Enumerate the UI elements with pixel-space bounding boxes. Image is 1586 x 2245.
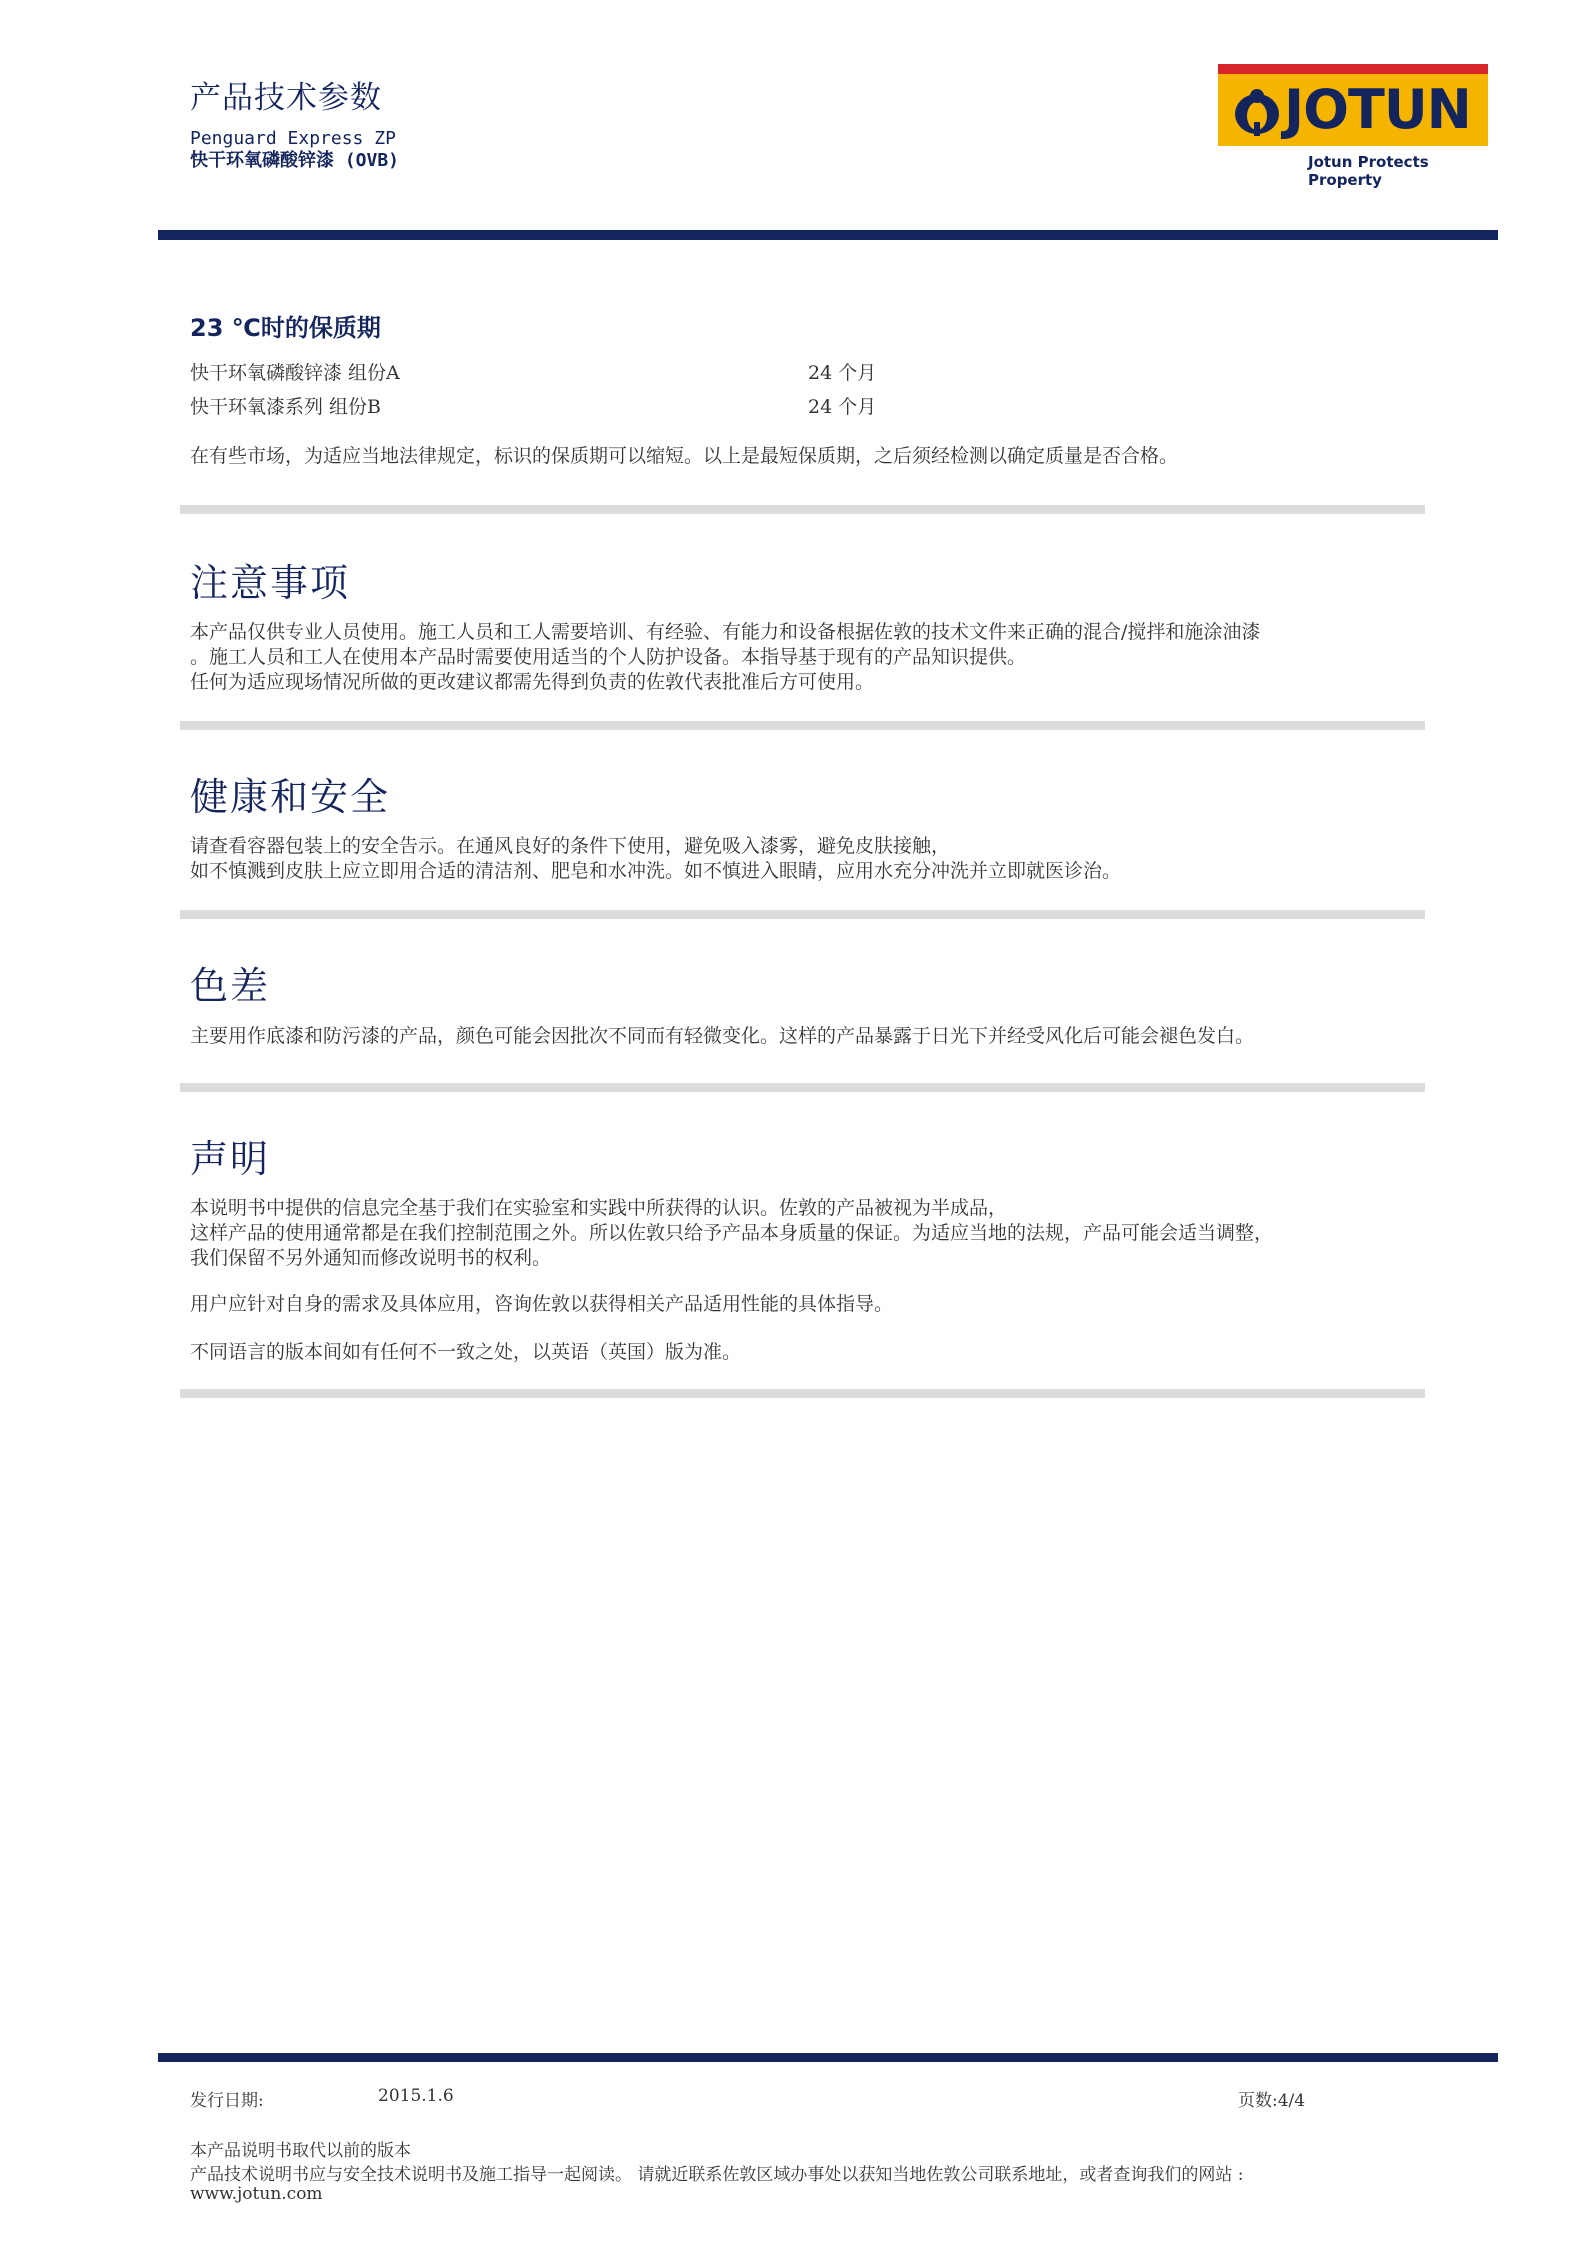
caution-line: 本产品仅供专业人员使用。施工人员和工人需要培训、有经验、有能力和设备根据佐敦的技术文件来正确的混合/搅拌和施涂油漆 [190,621,1261,643]
health-line: 如不慎溅到皮肤上应立即用合适的清洁剂、肥皂和水冲洗。如不慎进入眼睛，应用水充分冲洗并立即就医诊治。 [190,860,1122,882]
logo-tagline: Jotun Protects Property [1308,153,1429,189]
header-rule [158,230,1498,240]
caution-line: 。施工人员和工人在使用本产品时需要使用适当的个人防护设备。本指导基于现有的产品知识提供。 [190,646,1027,668]
shelf-life-row-a-value: 24 个月 [808,362,877,384]
shelf-life-title: 23 ℃时的保质期 [190,314,381,342]
section-divider [180,910,1425,919]
disclaimer-text [190,1196,1420,1271]
jotun-logo [1218,64,1488,189]
color-text [190,1024,1420,1049]
disclaimer-line: 我们保留不另外通知而修改说明书的权利。 [190,1247,552,1269]
disclaimer-para-3: 不同语言的版本间如有任何不一致之处，以英语（英国）版为准。 [190,1341,742,1363]
document-title: 产品技术参数 [190,80,382,116]
health-line: 请查看容器包装上的安全告示。在通风良好的条件下使用，避免吸入漆雾，避免皮肤接触， [190,835,951,857]
product-name: Penguard Express ZP [190,128,396,149]
caution-text [190,620,1420,695]
health-text [190,834,1420,884]
logo-wordmark: JOTUN [1284,78,1471,141]
color-line: 主要用作底漆和防污漆的产品，颜色可能会因批次不同而有轻微变化。这样的产品暴露于日光下并经受风化后可能会褪色发白。 [190,1025,1255,1047]
shelf-life-row-a-label: 快干环氧磷酸锌漆 组份A [190,362,400,384]
disclaimer-title: 声明 [190,1137,271,1181]
logo-red-band [1218,64,1488,74]
caution-line: 任何为适应现场情况所做的更改建议都需先得到负责的佐敦代表批准后方可使用。 [190,671,875,693]
footer-line-1: 本产品说明书取代以前的版本 [190,2141,411,2161]
issue-date: 2015.1.6 [378,2086,454,2106]
disclaimer-line: 本说明书中提供的信息完全基于我们在实验室和实践中所获得的认识。佐敦的产品被视为半成品， [190,1197,1008,1219]
section-divider [180,1389,1425,1398]
footer-line-2: 产品技术说明书应与安全技术说明书及施工指导一起阅读。 请就近联系佐敦区域办事处以获知当地佐敦公司联系地址，或者查询我们的网站 : [190,2165,1244,2185]
section-divider [180,721,1425,730]
shelf-life-row-b-value: 24 个月 [808,396,877,418]
caution-title: 注意事项 [190,561,351,605]
shelf-life-note: 在有些市场，为适应当地法律规定，标识的保质期可以缩短。以上是最短保质期，之后须经检测以确定质量是否合格。 [190,445,1179,467]
section-divider [180,505,1425,514]
footer-rule [158,2053,1498,2062]
section-divider [180,1083,1425,1092]
website-link[interactable]: www.jotun.com [190,2184,323,2204]
health-title: 健康和安全 [190,775,391,819]
shelf-life-row-b-label: 快干环氧漆系列 组份B [190,396,382,418]
color-title: 色差 [190,964,271,1008]
page-number: 页数:4/4 [1238,2091,1306,2111]
product-subtitle: 快干环氧磷酸锌漆 (OVB) [190,150,400,171]
disclaimer-line: 这样产品的使用通常都是在我们控制范围之外。所以佐敦只给予产品本身质量的保证。为适应当地的法规，产品可能会适当调整， [190,1222,1274,1244]
disclaimer-para-2: 用户应针对自身的需求及具体应用，咨询佐敦以获得相关产品适用性能的具体指导。 [190,1293,894,1315]
whale-emblem-icon [1230,82,1284,140]
issue-date-label: 发行日期: [190,2091,264,2111]
